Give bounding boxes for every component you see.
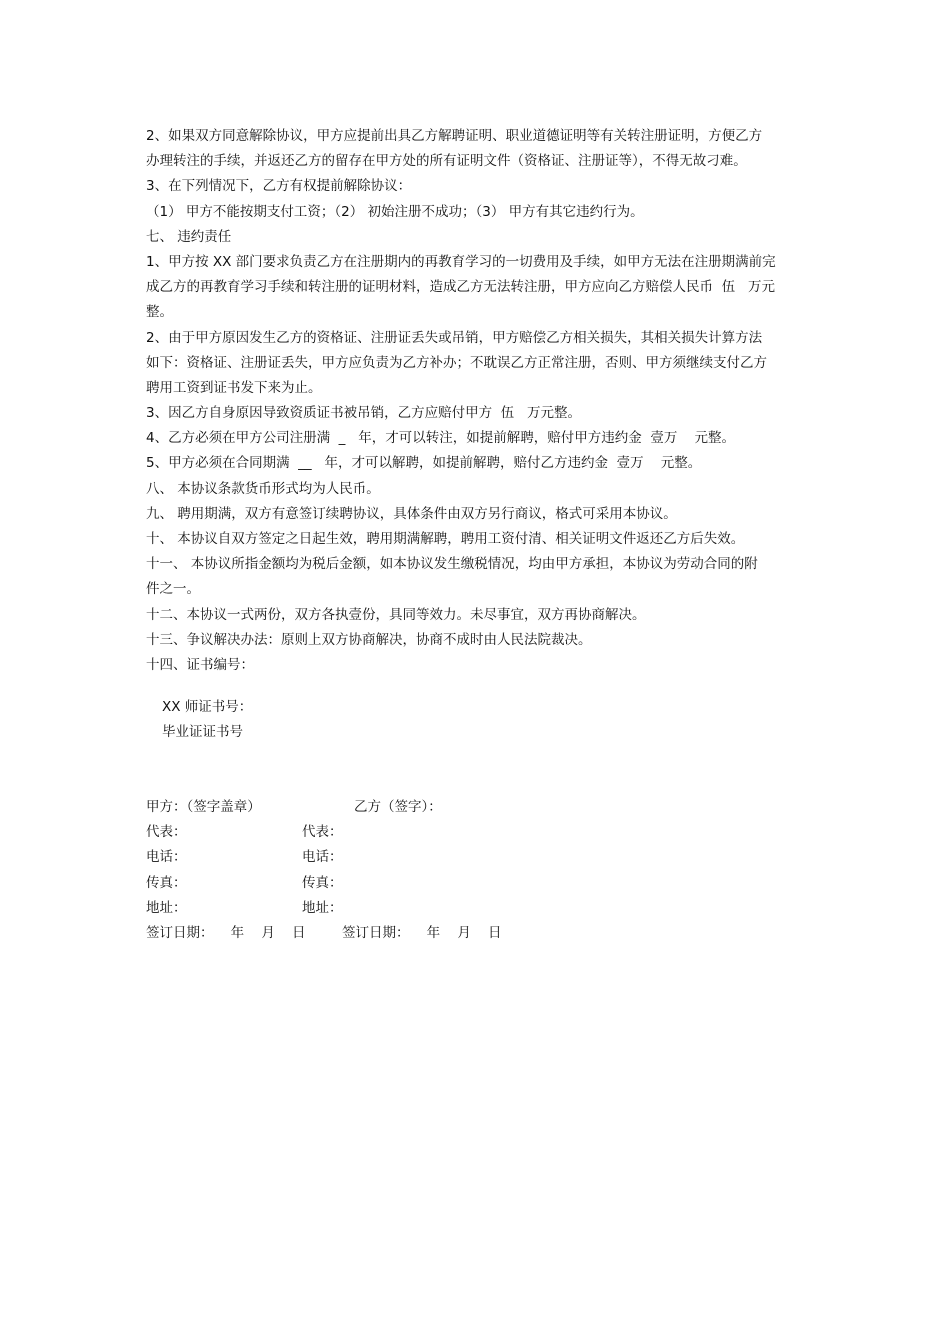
clause-line: 十一、 本协议所指金额均为税后金额，如本协议发生缴税情况，均由甲方承担，本协议为劳动合同的附 (146, 556, 758, 573)
clause-line: 办理转注的手续，并返还乙方的留存在甲方处的所有证明文件（资格证、注册证等），不得无故刁难。 (146, 153, 747, 170)
party-a-address: 地址： (146, 899, 187, 916)
signature-row (146, 845, 343, 870)
clause-line: 九、 聘用期满，双方有意签订续聘协议，具体条件由双方另行商议，格式可采用本协议。 (146, 505, 677, 522)
clause-line: 2、由于甲方原因发生乙方的资格证、注册证丢失或吊销，甲方赔偿乙方相关损失，其相关损失计算方法 (146, 329, 763, 346)
clause-line: 八、 本协议条款货币形式均为人民币。 (146, 480, 380, 497)
clause-line: 十、 本协议自双方签定之日起生效，聘用期满解聘，聘用工资付清、相关证明文件返还乙方后失效。 (146, 531, 745, 547)
clause-line: 如下：资格证、注册证丢失，甲方应负责为乙方补办；不耽误乙方正常注册，否则、甲方须继续支付乙方 (146, 354, 767, 371)
party-a-representative: 代表： (146, 824, 187, 841)
clause-line: 3、因乙方自身原因导致资质证书被吊销，乙方应赔付甲方 伍 万元整。 (146, 405, 582, 422)
signing-date-row (146, 921, 502, 946)
diploma-number-label: 毕业证证书号 (162, 724, 243, 741)
clause-line: 3、在下列情况下，乙方有权提前解除协议： (146, 178, 412, 195)
clause-line: 成乙方的再教育学习手续和转注册的证明材料，造成乙方无法转注册，甲方应向乙方赔偿人民币 伍 万元 (146, 279, 775, 296)
clause-line: 件之一。 (146, 581, 200, 598)
signature-section (146, 795, 502, 946)
clause-line: 2、如果双方同意解除协议，甲方应提前出具乙方解聘证明、职业道德证明等有关转注册证明，方便乙方 (146, 128, 763, 144)
section-heading: 七、 违约责任 (146, 228, 232, 245)
clause-line: （1） 甲方不能按期支付工资；（2） 初始注册不成功；（3） 甲方有其它违约行为。 (146, 203, 644, 220)
signature-row (146, 896, 343, 921)
certificate-number-label: XX 师证书号： (162, 699, 253, 715)
clause-line: 十四、证书编号： (146, 656, 254, 673)
signature-row (146, 820, 343, 845)
party-a-header: 甲方：（签字盖章） (146, 799, 261, 815)
clause-line: 5、甲方必须在合同期满 __ 年，才可以解聘，如提前解聘，赔付乙方违约金 壹万 元整。 (146, 455, 702, 472)
clause-line: 4、乙方必须在甲方公司注册满 _ 年，才可以转注，如提前解聘，赔付甲方违约金 壹万 元整。 (146, 430, 736, 447)
certificate-numbers (162, 695, 252, 745)
party-b-header: 乙方（签字）： (354, 799, 442, 815)
clause-line: 聘用工资到证书发下来为止。 (146, 379, 322, 396)
party-a-phone: 电话： (146, 849, 187, 866)
party-b-phone: 电话： (302, 849, 343, 866)
party-b-representative: 代表： (302, 824, 343, 841)
signature-row (146, 871, 343, 896)
party-b-signing-date: 签订日期： 年 月 日 (342, 924, 502, 941)
party-b-address: 地址： (302, 899, 343, 916)
contract-clauses (146, 124, 810, 678)
party-a-fax: 传真： (146, 874, 187, 891)
clause-line: 整。 (146, 304, 173, 321)
clause-line: 十二、本协议一式两份，双方各执壹份，具同等效力。未尽事宜，双方再协商解决。 (146, 606, 646, 623)
clause-line: 1、甲方按 XX 部门要求负责乙方在注册期内的再教育学习的一切费用及手续，如甲方无法在注册期满前完 (146, 253, 776, 270)
signature-header-row (146, 795, 442, 820)
party-a-signing-date: 签订日期： 年 月 日 (146, 924, 306, 941)
party-b-fax: 传真： (302, 874, 343, 891)
clause-line: 十三、争议解决办法：原则上双方协商解决，协商不成时由人民法院裁决。 (146, 631, 592, 648)
